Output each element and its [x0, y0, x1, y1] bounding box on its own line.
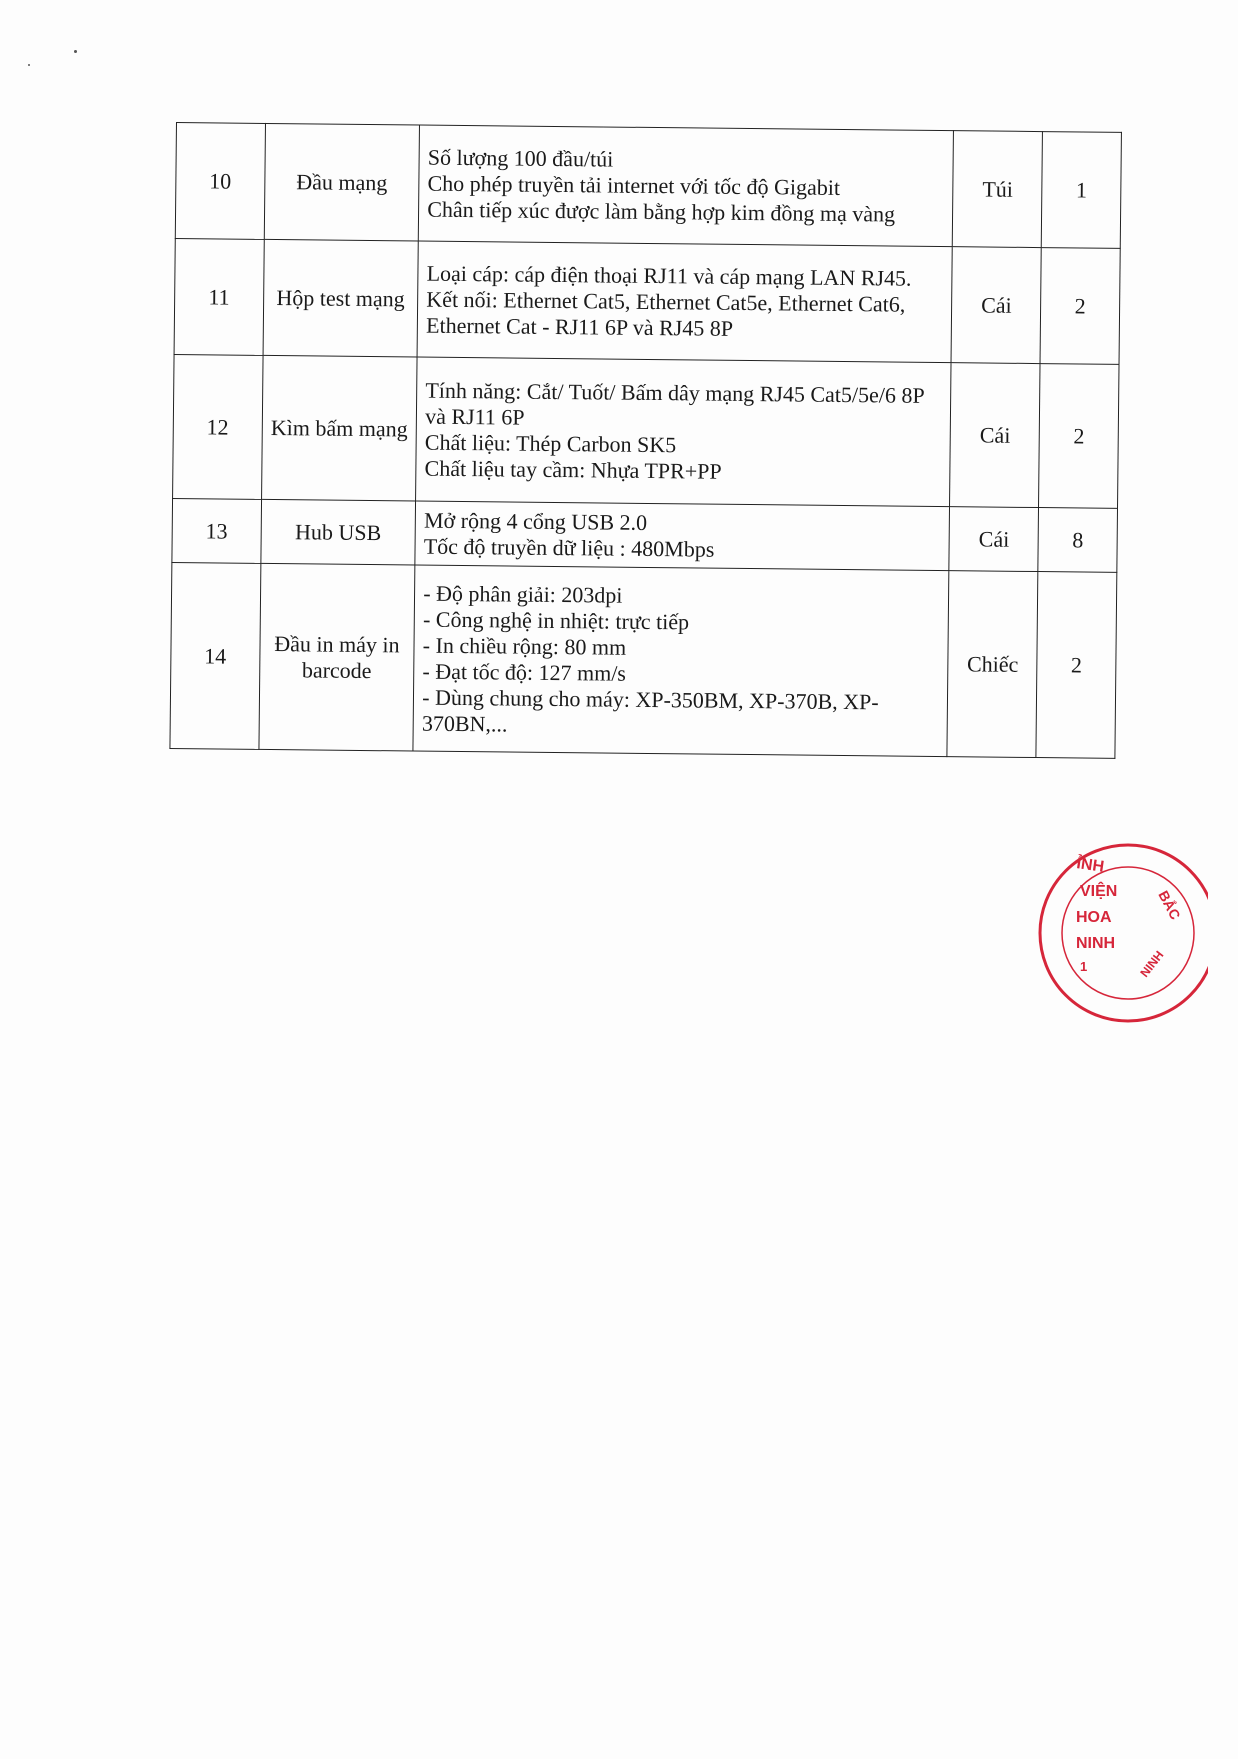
row-unit: Cái: [951, 247, 1041, 364]
row-spec: [415, 501, 950, 571]
stamp-ring-text: BẮC: [1155, 887, 1184, 923]
row-spec: [418, 125, 953, 247]
row-spec: [413, 565, 949, 757]
table-row: [170, 562, 1117, 758]
table-row: [174, 238, 1120, 364]
spec-line: Chất liệu tay cầm: Nhựa TPR+PP: [424, 455, 722, 484]
row-spec: [416, 357, 952, 507]
stamp-text-line: NINH: [1076, 935, 1116, 952]
row-item-name: Kìm bấm mạng: [261, 355, 417, 501]
spec-line: - Độ phân giải: 203dpi: [423, 580, 623, 608]
row-unit: Chiếc: [947, 571, 1038, 758]
spec-line: Tốc độ truyền dữ liệu : 480Mbps: [423, 533, 715, 562]
row-item-name: Đầu mạng: [264, 123, 420, 241]
stamp-seal-icon: [1028, 838, 1208, 1028]
spec-line: - Công nghệ in nhiệt: trực tiếp: [422, 606, 690, 634]
row-unit: Cái: [949, 507, 1039, 572]
table-row: [172, 498, 1118, 572]
spec-line: Kết nối: Ethernet Cat5, Ethernet Cat5e, Ethernet Cat6, Ethernet Cat - RJ11 6P và RJ45 8P: [425, 286, 906, 341]
row-stt: 11: [174, 238, 264, 355]
stamp-text-top: ỈNH: [1075, 855, 1106, 876]
equipment-table: [169, 122, 1122, 759]
row-qty: 1: [1042, 132, 1122, 249]
row-qty: 2: [1040, 248, 1120, 365]
stamp-text-line: HOA: [1076, 909, 1112, 926]
spec-line: Mở rộng 4 cổng USB 2.0: [423, 507, 648, 535]
stamp-text-line: VIỆN: [1080, 883, 1118, 900]
spec-line: Số lượng 100 đầu/túi: [427, 144, 614, 172]
stamp-text-line: 1: [1080, 959, 1088, 974]
row-unit: Túi: [953, 131, 1043, 248]
spec-line: Cho phép truyền tải internet với tốc độ Gigabit: [427, 170, 841, 200]
table-row: [173, 354, 1119, 508]
spec-line: Tính năng: Cắt/ Tuốt/ Bấm dây mạng RJ45 Cat5/5e/6 8P và RJ11 6P: [425, 377, 925, 430]
spec-line: Chất liệu: Thép Carbon SK5: [424, 429, 677, 457]
row-qty: 2: [1039, 364, 1119, 509]
spec-line: Loại cáp: cáp điện thoại RJ11 và cáp mạng LAN RJ45.: [426, 260, 912, 291]
row-unit: Cái: [950, 363, 1040, 508]
row-stt: 13: [172, 498, 261, 563]
row-item-name: Hub USB: [261, 499, 416, 565]
row-item-name: Đầu in máy in barcode: [259, 563, 415, 751]
row-stt: 14: [170, 562, 261, 749]
stamp-outer-ring: [1040, 845, 1208, 1021]
row-spec: [417, 241, 952, 363]
scan-speck: [28, 64, 30, 66]
row-stt: 12: [173, 354, 263, 499]
equipment-table-body: [170, 123, 1122, 759]
table-row: [175, 123, 1121, 249]
spec-line: - Dùng chung cho máy: XP-350BM, XP-370B, XP-370BN,...: [421, 684, 879, 737]
row-item-name: Hộp test mạng: [263, 239, 419, 357]
official-stamp: [1028, 838, 1208, 1028]
row-qty: 2: [1036, 572, 1117, 759]
scan-speck: [74, 50, 77, 53]
row-qty: 8: [1038, 508, 1117, 573]
spec-line: - In chiều rộng: 80 mm: [422, 632, 627, 660]
spec-line: Chân tiếp xúc được làm bằng hợp kim đồng mạ vàng: [427, 196, 896, 227]
stamp-ring-text: NINH: [1137, 948, 1167, 980]
row-stt: 10: [175, 123, 265, 240]
spec-line: - Đạt tốc độ: 127 mm/s: [422, 658, 627, 686]
